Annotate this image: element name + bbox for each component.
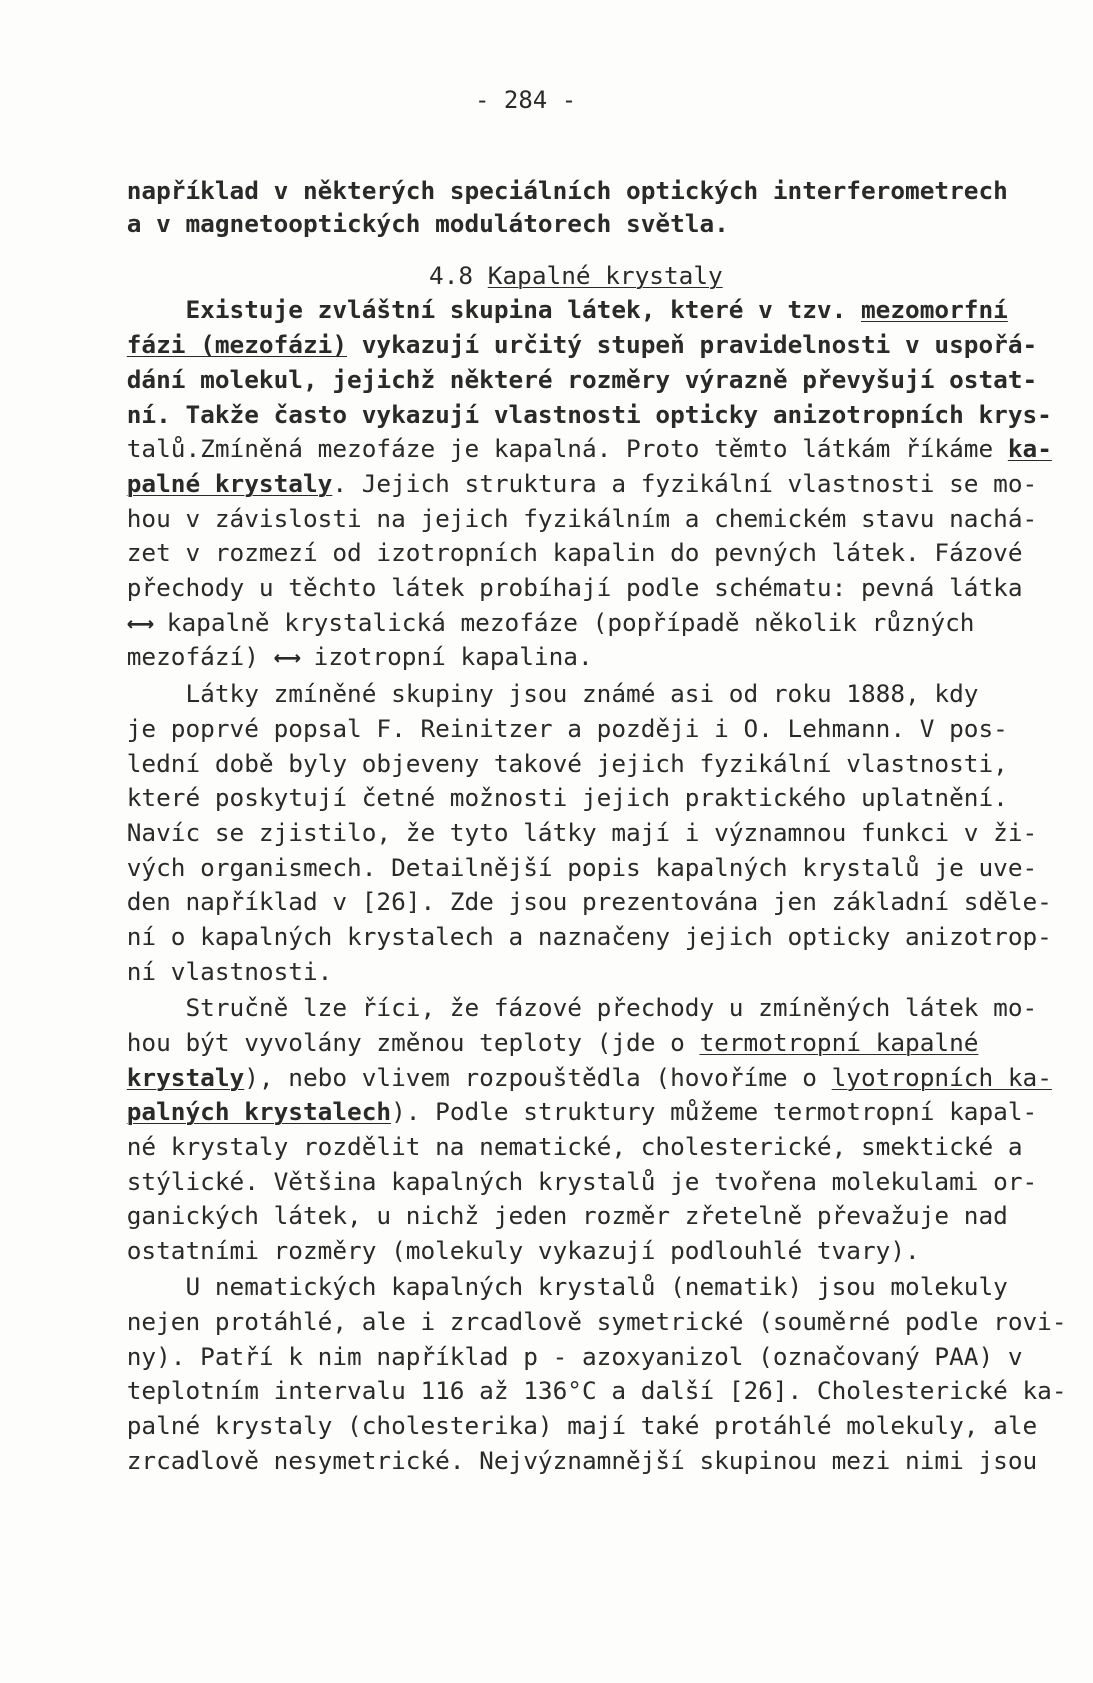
text-segment: například v některých speciálních optických interferometrech [126,176,1008,205]
text-segment: lední době byly objeveny takové jejich fyzikální vlastnosti, [126,749,1008,778]
double-arrow-icon: ←→ [273,642,299,671]
underlined-term: ka- [1007,434,1052,463]
double-arrow-icon: ←→ [126,608,153,637]
text-segment: ní vlastnosti. [126,957,333,986]
text-segment: zrcadlově nesymetrické. Nejvýznamnější skupinou mezi nimi jsou [126,1446,1038,1475]
text-segment: izotropní kapalina. [298,642,593,671]
underlined-term: fázi (mezofázi) [126,330,348,359]
text-segment: U nematických kapalných krystalů (nematik) jsou molekuly [126,1272,1008,1301]
text-segment: . Jejich struktura a fyzikální vlastnosti se mo- [332,469,1038,498]
text-segment: přechody u těchto látek probíhají podle schématu: pevná látka [126,573,1023,602]
text-segment: ny). Patří k nim například p - azoxyanizol (označovaný PAA) v [126,1342,1023,1371]
text-segment: Stručně lze říci, že fázové přechody u zmíněných látek mo- [126,993,1038,1022]
text-segment: vých organismech. Detailnější popis kapalných krystalů je uve- [126,853,1038,882]
text-segment: ní o kapalných krystalech a naznačeny jejich opticky anizotrop- [126,922,1052,951]
text-segment: Látky zmíněné skupiny jsou známé asi od roku 1888, kdy [126,679,979,708]
underlined-term: termotropní kapalné [699,1028,979,1057]
text-segment: den například v [26]. Zde jsou prezentována jen základní sděle- [126,887,1052,916]
text-segment: ), nebo vlivem rozpouštědla (hovoříme o [244,1063,832,1092]
text-segment: mezofází) [126,642,274,671]
text-segment: talů.Zmíněná mezofáze je kapalná. Proto těmto látkám říkáme [126,434,1008,463]
text-segment: Existuje zvláštní skupina látek, které v tzv. [126,295,861,324]
underlined-term: palné krystaly [126,469,333,498]
text-segment: ganických látek, u nichž jeden rozměr zřetelně převažuje nad [126,1201,1008,1230]
text-line [68,1407,1038,1515]
text-segment: Navíc se zjistilo, že tyto látky mají i významnou funkci v ži- [126,818,1038,847]
text-segment: stýlické. Většina kapalných krystalů je tvořena molekulami or- [126,1167,1038,1196]
section-number: 4.8 [429,261,488,290]
text-segment: né krystaly rozdělit na nematické, cholesterické, smektické a [126,1132,1023,1161]
text-segment: vykazují určitý stupeň pravidelnosti v uspořá- [347,330,1038,359]
text-segment: ní. Takže často vykazují vlastnosti opticky anizotropních krys- [126,400,1052,429]
text-segment: ostatními rozměry (molekuly vykazují podlouhlé tvary). [126,1236,920,1265]
text-segment: a v magnetooptických modulátorech světla. [126,209,729,238]
section-title: Kapalné krystaly [487,261,723,290]
text-segment: je poprvé popsal F. Reinitzer a později i O. Lehmann. V pos- [126,714,1008,743]
text-segment: zet v rozmezí od izotropních kapalin do pevných látek. Fázové [126,538,1023,567]
text-segment: které poskytují četné možnosti jejich praktického uplatnění. [126,783,1008,812]
underlined-term: mezomorfní [860,295,1008,324]
underlined-term: lyotropních ka- [831,1063,1052,1092]
text-segment: hou být vyvolány změnou teploty (jde o [126,1028,700,1057]
text-segment: dání molekul, jejichž některé rozměry výrazně převyšují ostat- [126,365,1038,394]
text-segment: teplotním intervalu 116 až 136°C a další [26]. Cholesterické ka- [126,1376,1067,1405]
text-segment: hou v závislosti na jejich fyzikálním a chemickém stavu nachá- [126,504,1038,533]
text-segment: kapalně krystalická mezofáze (popřípadě několik různých [152,608,975,637]
underlined-term: palných krystalech [126,1097,392,1126]
page-number: - 284 - [475,86,577,114]
text-segment: ). Podle struktury můžeme termotropní kapal- [391,1097,1038,1126]
text-segment: palné krystaly (cholesterika) mají také protáhlé molekuly, ale [126,1411,1038,1440]
underlined-term: krystaly [126,1063,245,1092]
text-segment: nejen protáhlé, ale i zrcadlově symetrické (souměrné podle rovi- [126,1307,1067,1336]
